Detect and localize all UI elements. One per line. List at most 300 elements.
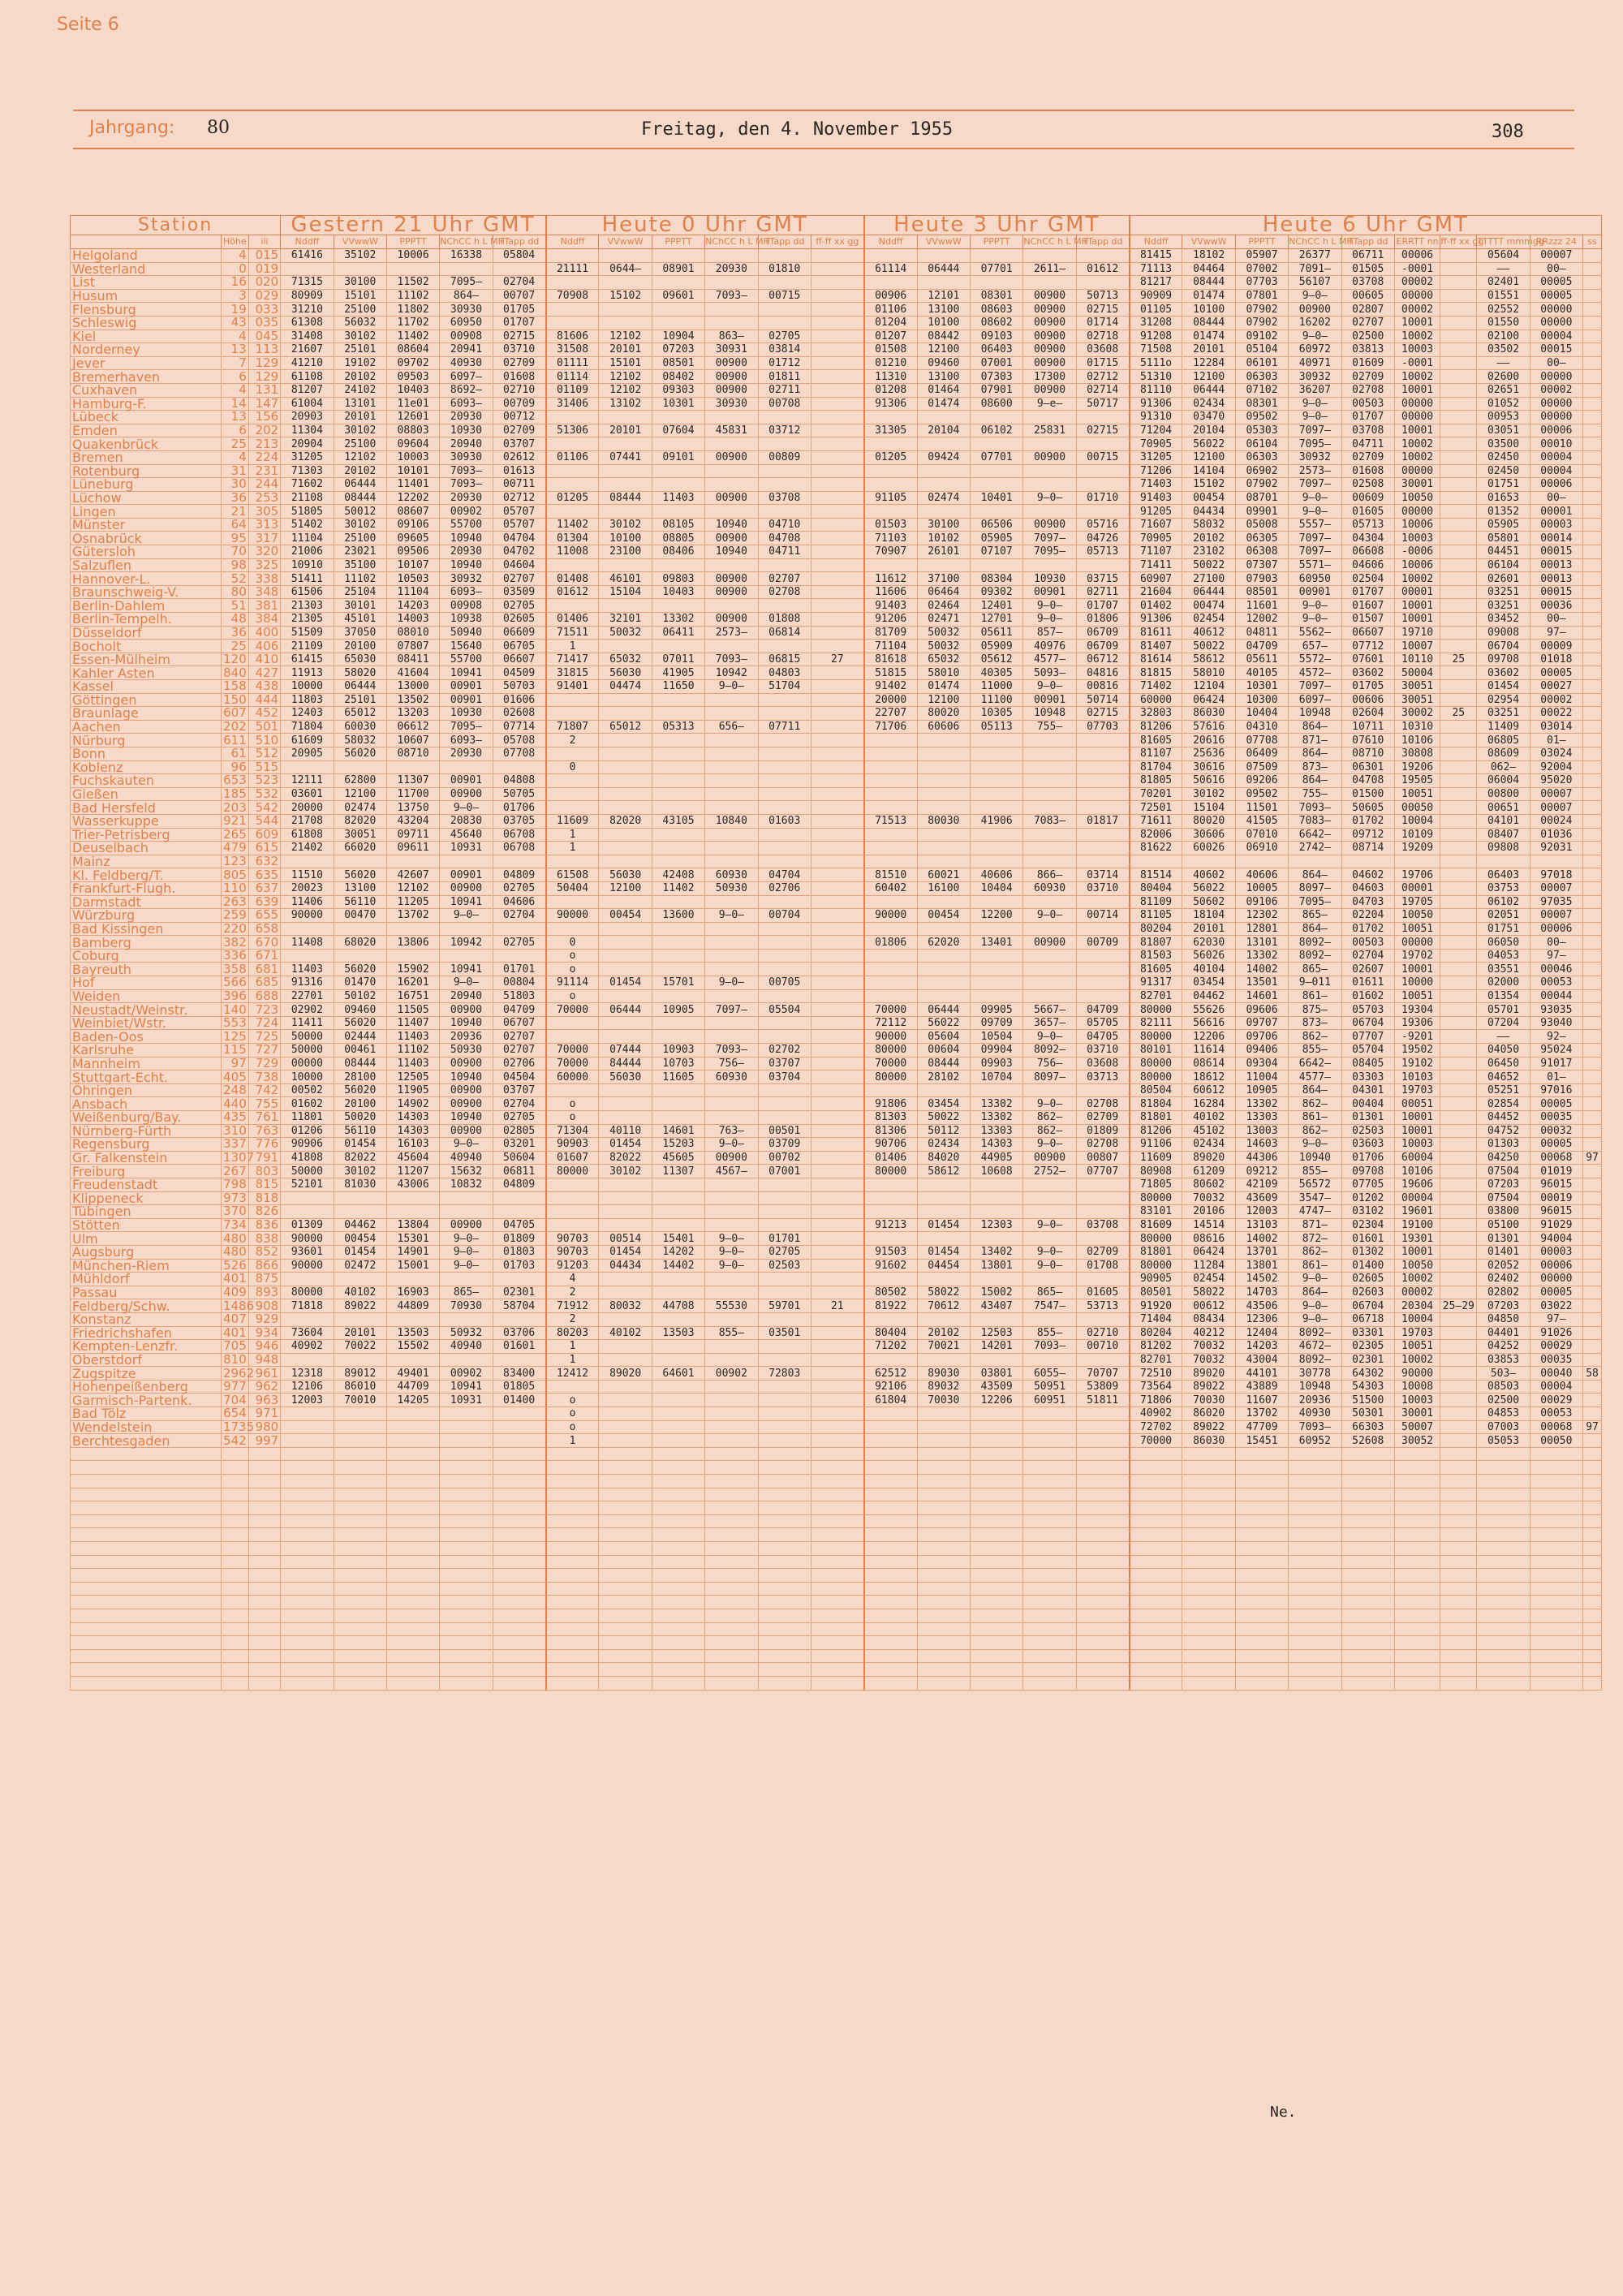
obs-value: 10404: [1235, 707, 1288, 721]
obs-value: 15902: [386, 963, 439, 976]
obs-value: [546, 707, 599, 721]
empty-cell: [1130, 1649, 1182, 1663]
empty-cell: [599, 1569, 652, 1583]
obs-value: [917, 949, 970, 963]
empty-cell: [705, 1514, 758, 1528]
obs-value: 91105: [864, 491, 917, 505]
obs-value: [652, 842, 704, 855]
obs-value: 43004: [1235, 1353, 1288, 1367]
obs-value: 00001: [1394, 585, 1440, 599]
obs-value: 21108: [281, 491, 334, 505]
obs-value: [493, 1407, 545, 1421]
obs-value: 863—: [705, 330, 758, 343]
obs-value: [1023, 558, 1076, 572]
obs-value: 02450: [1477, 450, 1530, 464]
obs-value: [758, 1016, 811, 1030]
obs-value: 01301: [1477, 1232, 1530, 1246]
obs-value: [599, 963, 652, 976]
empty-cell: [1440, 1542, 1477, 1556]
obs-value: 01613: [493, 464, 545, 478]
empty-cell: [705, 1447, 758, 1461]
obs-value: 01474: [917, 397, 970, 411]
empty-cell: [440, 1555, 493, 1569]
obs-value: [546, 693, 599, 707]
table-row: [71, 1353, 1602, 1367]
obs-value: [705, 747, 758, 760]
obs-value: [1440, 640, 1477, 653]
station-name: Emden: [71, 424, 222, 437]
station-name: Bayreuth: [71, 963, 222, 976]
column-header: VVwwW: [917, 235, 970, 249]
station-height: 4: [221, 383, 248, 397]
obs-value: 11406: [281, 895, 334, 909]
obs-value: 20101: [334, 411, 386, 424]
obs-value: 11307: [386, 774, 439, 788]
empty-cell: [546, 1609, 599, 1622]
obs-value: [811, 1191, 863, 1205]
obs-value: 60000: [1130, 693, 1182, 707]
obs-value: [970, 1353, 1022, 1367]
station-height: 25: [221, 640, 248, 653]
obs-value: 656—: [705, 720, 758, 734]
station-id: 231: [248, 464, 280, 478]
obs-value: [1440, 976, 1477, 990]
empty-cell: [1341, 1596, 1394, 1609]
obs-value: 71602: [281, 478, 334, 492]
empty-cell: [970, 1475, 1022, 1488]
obs-value: [440, 1407, 493, 1421]
obs-value: [599, 249, 652, 263]
obs-value: [652, 1434, 704, 1448]
obs-value: [1440, 1083, 1477, 1097]
obs-value: 40102: [599, 1326, 652, 1340]
obs-value: [1583, 370, 1602, 384]
empty-cell: [546, 1676, 599, 1690]
empty-cell: [1477, 1501, 1530, 1515]
obs-value: [864, 249, 917, 263]
obs-value: [864, 734, 917, 747]
obs-value: [758, 693, 811, 707]
obs-value: 03708: [1341, 276, 1394, 290]
obs-value: 00807: [1076, 1151, 1129, 1165]
obs-value: 89032: [917, 1380, 970, 1394]
obs-value: 09706: [1235, 1030, 1288, 1044]
obs-value: [1583, 450, 1602, 464]
obs-value: 00006: [1530, 922, 1582, 936]
obs-value: [705, 640, 758, 653]
station-id: 020: [248, 276, 280, 290]
obs-value: 01106: [864, 303, 917, 317]
obs-value: [1583, 693, 1602, 707]
obs-value: 00—: [1530, 356, 1582, 370]
empty-cell: [864, 1582, 917, 1596]
obs-value: 93040: [1530, 1016, 1582, 1030]
empty-cell: [758, 1609, 811, 1622]
empty-cell: [71, 1569, 222, 1583]
obs-value: 65012: [599, 720, 652, 734]
obs-value: 20101: [599, 343, 652, 357]
obs-value: 9—0—: [705, 1232, 758, 1246]
obs-value: 02704: [493, 276, 545, 290]
obs-value: 80908: [1130, 1165, 1182, 1178]
obs-value: 58032: [1182, 518, 1235, 532]
obs-value: 80000: [1130, 1191, 1182, 1205]
obs-value: [493, 1205, 545, 1219]
obs-value: [811, 1312, 863, 1326]
obs-value: 30808: [1394, 747, 1440, 760]
obs-value: 6097—: [440, 370, 493, 384]
obs-value: [811, 1097, 863, 1111]
obs-value: 00454: [917, 909, 970, 923]
empty-cell: [221, 1649, 248, 1663]
obs-value: 02954: [1477, 693, 1530, 707]
obs-value: [917, 1083, 970, 1097]
obs-value: 01202: [1341, 1191, 1394, 1205]
empty-cell: [652, 1649, 704, 1663]
empty-cell: [1394, 1622, 1440, 1636]
empty-cell: [386, 1528, 439, 1542]
station-name: Aachen: [71, 720, 222, 734]
obs-value: 04604: [493, 558, 545, 572]
empty-cell: [1394, 1676, 1440, 1690]
obs-value: [1583, 572, 1602, 586]
table-row: [71, 1083, 1602, 1097]
station-height: 14: [221, 397, 248, 411]
obs-value: [546, 1030, 599, 1044]
empty-cell: [386, 1649, 439, 1663]
jahrgang-label: [89, 118, 230, 138]
station-id: 213: [248, 437, 280, 451]
obs-value: 61108: [281, 370, 334, 384]
obs-value: [546, 895, 599, 909]
obs-value: 12104: [1182, 680, 1235, 694]
obs-value: 70030: [1182, 1394, 1235, 1407]
obs-value: 00013: [1530, 558, 1582, 572]
obs-value: 02100: [1477, 330, 1530, 343]
obs-value: [1440, 276, 1477, 290]
column-header: VVwwW: [334, 235, 386, 249]
obs-value: 01707: [1341, 585, 1394, 599]
empty-cell: [1477, 1636, 1530, 1650]
obs-value: 12003: [281, 1394, 334, 1407]
obs-value: 89020: [1182, 1367, 1235, 1381]
obs-value: 20941: [440, 343, 493, 357]
obs-value: 70000: [546, 1057, 599, 1070]
obs-value: [652, 989, 704, 1003]
obs-value: 10503: [386, 572, 439, 586]
obs-value: 06303: [1235, 370, 1288, 384]
obs-value: [758, 1340, 811, 1354]
obs-value: [493, 1353, 545, 1367]
obs-value: 08411: [386, 653, 439, 666]
blank-row: [71, 1528, 1602, 1542]
obs-value: [917, 558, 970, 572]
obs-value: [1583, 1380, 1602, 1394]
empty-cell: [758, 1475, 811, 1488]
obs-value: [1440, 1138, 1477, 1152]
obs-value: [705, 249, 758, 263]
obs-value: 00000: [1394, 289, 1440, 303]
obs-value: [1076, 1434, 1129, 1448]
obs-value: 02301: [493, 1286, 545, 1299]
obs-value: 01601: [1341, 1232, 1394, 1246]
obs-value: 9—0—: [1023, 1097, 1076, 1111]
obs-value: 09101: [652, 450, 704, 464]
obs-value: 02605: [1341, 1273, 1394, 1286]
obs-value: 04702: [493, 545, 545, 559]
obs-value: 51310: [1130, 370, 1182, 384]
station-name: Quakenbrück: [71, 437, 222, 451]
obs-value: 01408: [546, 572, 599, 586]
obs-value: [599, 949, 652, 963]
obs-value: 00068: [1530, 1151, 1582, 1165]
obs-value: 06711: [1341, 249, 1394, 263]
obs-value: 7097—: [1289, 680, 1341, 694]
obs-value: 02715: [1076, 707, 1129, 721]
obs-value: 20102: [1182, 532, 1235, 545]
table-row: [71, 653, 1602, 666]
obs-value: 40902: [281, 1340, 334, 1354]
station-height: 337: [221, 1138, 248, 1152]
obs-value: [440, 1205, 493, 1219]
obs-value: 10003: [1394, 532, 1440, 545]
obs-value: 04504: [493, 1070, 545, 1084]
obs-value: 70032: [1182, 1340, 1235, 1354]
obs-value: 25100: [334, 532, 386, 545]
obs-value: [1583, 720, 1602, 734]
empty-cell: [1023, 1501, 1076, 1515]
obs-value: 07707: [1076, 1165, 1129, 1178]
obs-value: 30102: [334, 424, 386, 437]
obs-value: 27: [811, 653, 863, 666]
group-heute-0: Heute 0 Uhr GMT: [546, 216, 864, 235]
obs-value: 08805: [652, 532, 704, 545]
obs-value: 7097—: [1023, 532, 1076, 545]
empty-cell: [1076, 1596, 1129, 1609]
obs-value: [599, 599, 652, 613]
obs-value: [1583, 842, 1602, 855]
obs-value: [970, 1191, 1022, 1205]
obs-value: [1023, 976, 1076, 990]
obs-value: 72112: [864, 1016, 917, 1030]
obs-value: 12505: [386, 1070, 439, 1084]
table-row: [71, 262, 1602, 276]
obs-value: 09206: [1235, 774, 1288, 788]
empty-cell: [1530, 1501, 1582, 1515]
station-id: 510: [248, 734, 280, 747]
obs-value: 02709: [1076, 1111, 1129, 1125]
empty-cell: [546, 1622, 599, 1636]
empty-cell: [546, 1514, 599, 1528]
obs-value: 03708: [758, 491, 811, 505]
obs-value: -9201: [1394, 1030, 1440, 1044]
obs-value: 50604: [493, 1151, 545, 1165]
blank-row: [71, 1609, 1602, 1622]
station-name: Düsseldorf: [71, 626, 222, 640]
obs-value: 30778: [1289, 1367, 1341, 1381]
empty-cell: [1341, 1461, 1394, 1475]
empty-cell: [1076, 1636, 1129, 1650]
obs-value: 58010: [1182, 666, 1235, 680]
obs-value: 43509: [970, 1380, 1022, 1394]
empty-cell: [334, 1528, 386, 1542]
empty-cell: [1235, 1475, 1288, 1488]
group-gestern-21: Gestern 21 Uhr GMT: [281, 216, 546, 235]
empty-cell: [71, 1663, 222, 1677]
obs-value: [1023, 505, 1076, 519]
obs-value: 01114: [546, 370, 599, 384]
obs-value: 24102: [334, 383, 386, 397]
obs-value: 02711: [758, 383, 811, 397]
obs-value: 03800: [1477, 1205, 1530, 1219]
empty-cell: [1235, 1676, 1288, 1690]
obs-value: [1440, 491, 1477, 505]
obs-value: 05008: [1235, 518, 1288, 532]
obs-value: 13401: [970, 936, 1022, 950]
obs-value: 12102: [386, 881, 439, 895]
station-height: 140: [221, 1003, 248, 1017]
obs-value: 50022: [917, 1111, 970, 1125]
obs-value: 82111: [1130, 1016, 1182, 1030]
obs-value: 02707: [758, 572, 811, 586]
empty-cell: [1130, 1676, 1182, 1690]
obs-value: [705, 1420, 758, 1434]
obs-value: [811, 963, 863, 976]
obs-value: 81804: [1130, 1097, 1182, 1111]
obs-value: 01806: [864, 936, 917, 950]
station-id: 035: [248, 316, 280, 330]
obs-value: [1583, 1259, 1602, 1273]
obs-value: 2: [546, 1312, 599, 1326]
station-height: 248: [221, 1083, 248, 1097]
obs-value: [917, 1312, 970, 1326]
obs-value: [705, 316, 758, 330]
table-row: [71, 693, 1602, 707]
obs-value: 19100: [1394, 1218, 1440, 1232]
station-id: 658: [248, 922, 280, 936]
empty-cell: [864, 1542, 917, 1556]
obs-value: 04509: [493, 666, 545, 680]
obs-value: 90000: [1394, 1367, 1440, 1381]
obs-value: [1076, 922, 1129, 936]
obs-value: 4747—: [1289, 1205, 1341, 1219]
obs-value: 00710: [1076, 1340, 1129, 1354]
obs-value: 13302: [970, 1111, 1022, 1125]
obs-value: 11501: [1235, 801, 1288, 815]
station-name: Kahler Asten: [71, 666, 222, 680]
station-height: 653: [221, 774, 248, 788]
obs-value: 11913: [281, 666, 334, 680]
station-height: 480: [221, 1232, 248, 1246]
empty-cell: [221, 1596, 248, 1609]
empty-cell: [1235, 1596, 1288, 1609]
empty-cell: [248, 1622, 280, 1636]
obs-value: 10941: [440, 963, 493, 976]
obs-value: 07705: [1341, 1178, 1394, 1191]
obs-value: [599, 1312, 652, 1326]
empty-cell: [440, 1622, 493, 1636]
obs-value: 2611—: [1023, 262, 1076, 276]
obs-value: 43609: [1235, 1191, 1288, 1205]
obs-value: 10904: [652, 330, 704, 343]
obs-value: [917, 828, 970, 842]
obs-value: [864, 895, 917, 909]
empty-cell: [334, 1461, 386, 1475]
obs-value: [1440, 1165, 1477, 1178]
empty-cell: [221, 1514, 248, 1528]
empty-cell: [1235, 1501, 1288, 1515]
empty-cell: [1341, 1649, 1394, 1663]
station-height: 21: [221, 505, 248, 519]
obs-value: [1076, 478, 1129, 492]
sub-header-row: [71, 235, 1602, 249]
empty-cell: [1130, 1636, 1182, 1650]
obs-value: 07801: [1235, 289, 1288, 303]
obs-value: [970, 1420, 1022, 1434]
obs-value: 56022: [1182, 437, 1235, 451]
obs-value: 01500: [1341, 787, 1394, 801]
station-height: 98: [221, 558, 248, 572]
empty-cell: [917, 1609, 970, 1622]
obs-value: [599, 1353, 652, 1367]
obs-value: 00005: [1530, 1138, 1582, 1152]
empty-cell: [917, 1663, 970, 1677]
obs-value: [652, 707, 704, 721]
station-id: 838: [248, 1232, 280, 1246]
obs-value: 13101: [334, 397, 386, 411]
obs-value: 05907: [1235, 249, 1288, 263]
table-row: [71, 774, 1602, 788]
obs-value: [1440, 1273, 1477, 1286]
obs-value: 11008: [546, 545, 599, 559]
obs-value: [917, 747, 970, 760]
obs-value: 03801: [970, 1367, 1022, 1381]
obs-value: 09702: [386, 356, 439, 370]
empty-cell: [248, 1488, 280, 1501]
obs-value: [652, 1205, 704, 1219]
obs-value: 15632: [440, 1165, 493, 1178]
station-name: Mainz: [71, 855, 222, 868]
obs-value: 91213: [864, 1218, 917, 1232]
column-header: TTapp dd: [1341, 235, 1394, 249]
empty-cell: [1341, 1528, 1394, 1542]
obs-value: 06612: [386, 720, 439, 734]
empty-cell: [811, 1622, 863, 1636]
obs-value: [1440, 909, 1477, 923]
empty-cell: [1130, 1569, 1182, 1583]
obs-value: [1076, 895, 1129, 909]
obs-value: [1583, 1044, 1602, 1058]
obs-value: [811, 1057, 863, 1070]
empty-cell: [1530, 1649, 1582, 1663]
obs-value: [917, 411, 970, 424]
table-row: [71, 1407, 1602, 1421]
obs-value: 12503: [970, 1326, 1022, 1340]
obs-value: 41905: [652, 666, 704, 680]
obs-value: 90000: [281, 1232, 334, 1246]
obs-value: 20104: [917, 424, 970, 437]
obs-value: 04726: [1076, 532, 1129, 545]
obs-value: [811, 262, 863, 276]
obs-value: 04250: [1477, 1151, 1530, 1165]
obs-value: 00002: [1530, 383, 1582, 397]
empty-cell: [917, 1596, 970, 1609]
empty-cell: [917, 1501, 970, 1515]
obs-value: [917, 842, 970, 855]
station-name: Konstanz: [71, 1312, 222, 1326]
obs-value: [1076, 1273, 1129, 1286]
table-row: [71, 289, 1602, 303]
